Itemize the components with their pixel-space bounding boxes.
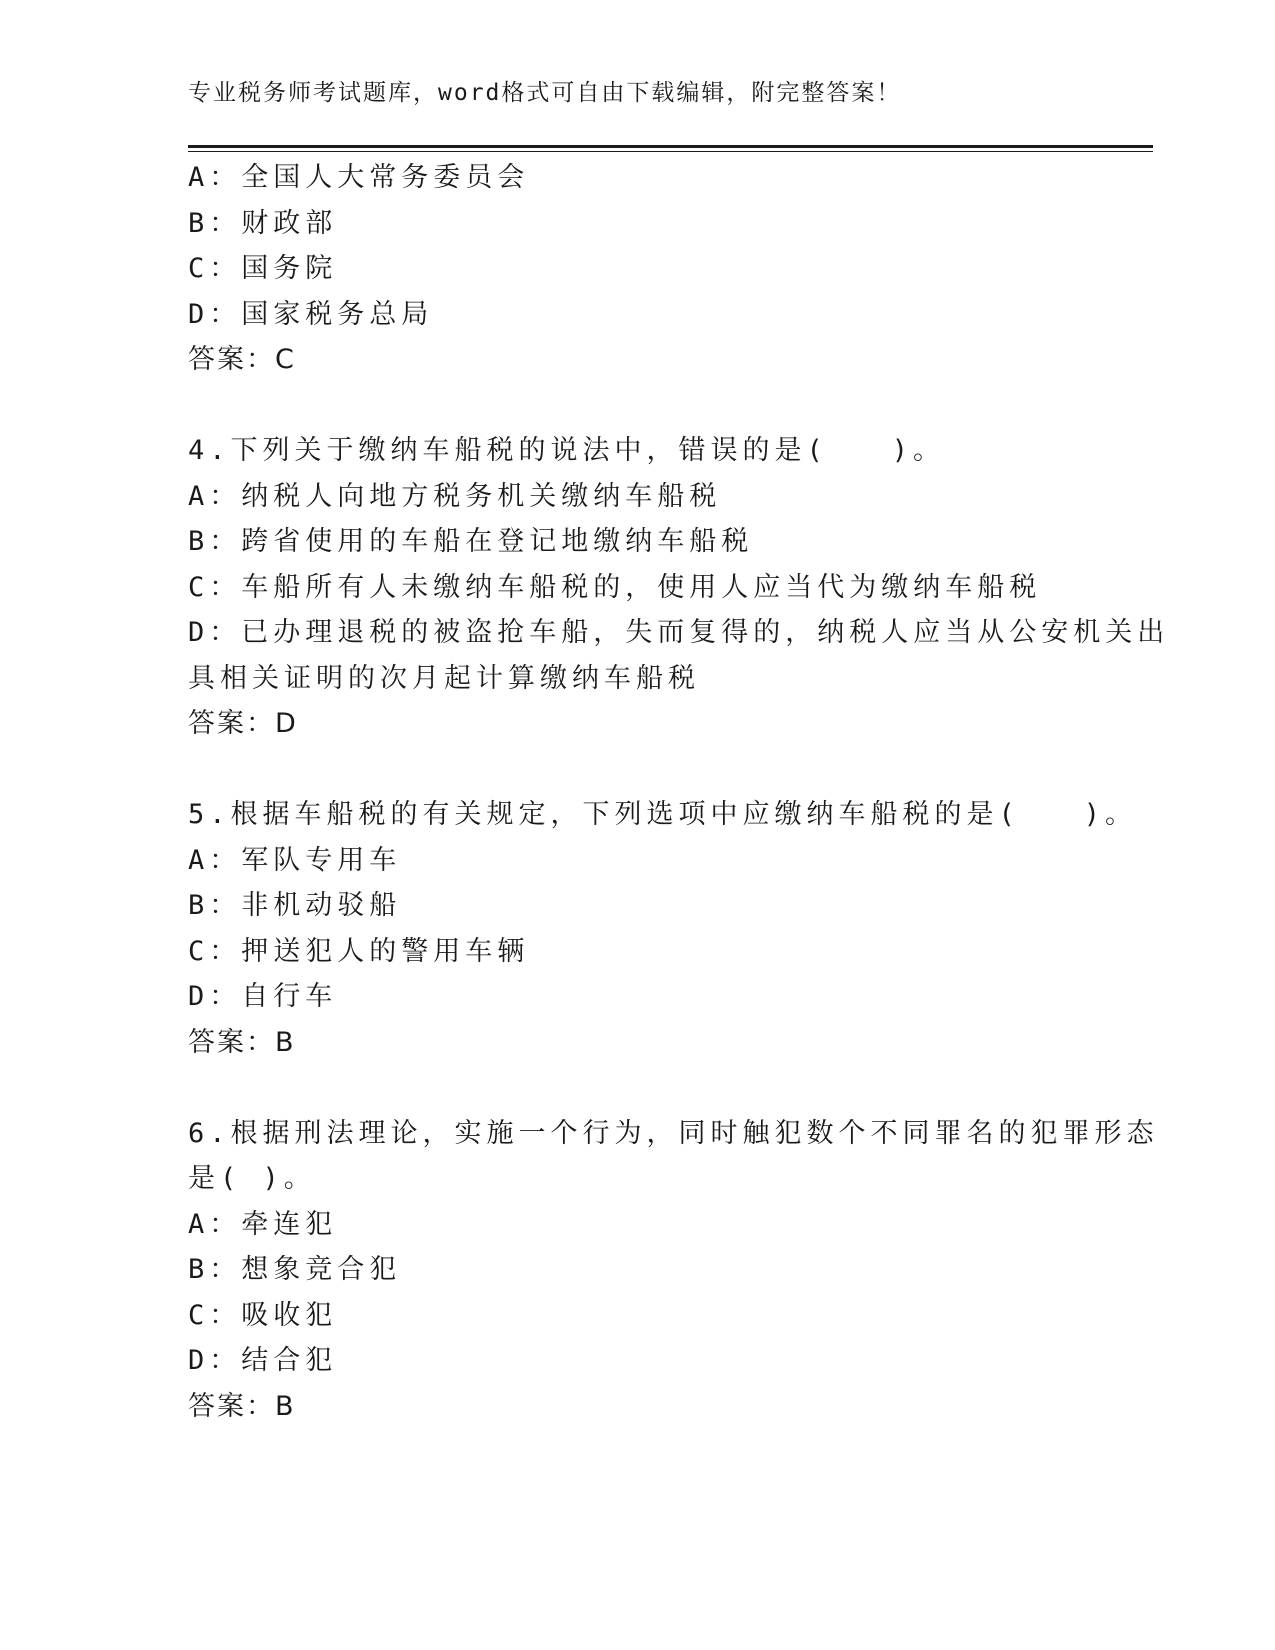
question-6 xyxy=(188,1111,1159,1430)
header-rule-thick xyxy=(188,145,1153,148)
option-c: C：国务院 xyxy=(188,253,338,284)
spacer xyxy=(188,1065,1088,1111)
question-stem-continued: 是( )。 xyxy=(188,1163,316,1194)
answer: 答案：B xyxy=(188,1390,296,1422)
question-4 xyxy=(188,428,1170,747)
question-stem: 6.根据刑法理论，实施一个行为，同时触犯数个不同罪名的犯罪形态 xyxy=(188,1117,1159,1149)
option-d: D：已办理退税的被盗抢车船，失而复得的，纳税人应当从公安机关出 xyxy=(188,617,1170,648)
option-c: C：吸收犯 xyxy=(188,1299,338,1331)
option-a: A：军队专用车 xyxy=(188,844,402,876)
answer: 答案：C xyxy=(188,344,296,375)
option-c: C：押送犯人的警用车辆 xyxy=(188,935,530,967)
question-3 xyxy=(188,155,1088,383)
question-list xyxy=(188,155,1170,1429)
option-a: A：牵连犯 xyxy=(188,1208,338,1240)
question-stem: 5.根据车船税的有关规定，下列选项中应缴纳车船税的是( )。 xyxy=(188,799,1138,830)
question-stem: 4.下列关于缴纳车船税的说法中，错误的是( )。 xyxy=(188,435,946,466)
answer: 答案：D xyxy=(188,708,298,739)
option-b: B：财政部 xyxy=(188,207,338,239)
option-a: A：纳税人向地方税务机关缴纳车船税 xyxy=(188,480,722,512)
header-rule-thin xyxy=(188,151,1153,152)
option-a: A：全国人大常务委员会 xyxy=(188,162,530,193)
page-header: 专业税务师考试题库，word格式可自由下载编辑，附完整答案！ xyxy=(188,80,902,106)
option-b: B：想象竞合犯 xyxy=(188,1254,402,1285)
option-d: D：自行车 xyxy=(188,981,338,1012)
question-5 xyxy=(188,792,1138,1065)
option-c: C：车船所有人未缴纳车船税的，使用人应当代为缴纳车船税 xyxy=(188,571,1042,603)
option-d: D：国家税务总局 xyxy=(188,298,434,330)
option-b: B：跨省使用的车船在登记地缴纳车船税 xyxy=(188,526,754,557)
spacer xyxy=(188,383,1088,429)
option-d: D：结合犯 xyxy=(188,1345,338,1376)
option-d-continued: 具相关证明的次月起计算缴纳车船税 xyxy=(188,662,700,694)
spacer xyxy=(188,747,1088,793)
answer: 答案：B xyxy=(188,1026,296,1058)
option-b: B：非机动驳船 xyxy=(188,890,402,921)
